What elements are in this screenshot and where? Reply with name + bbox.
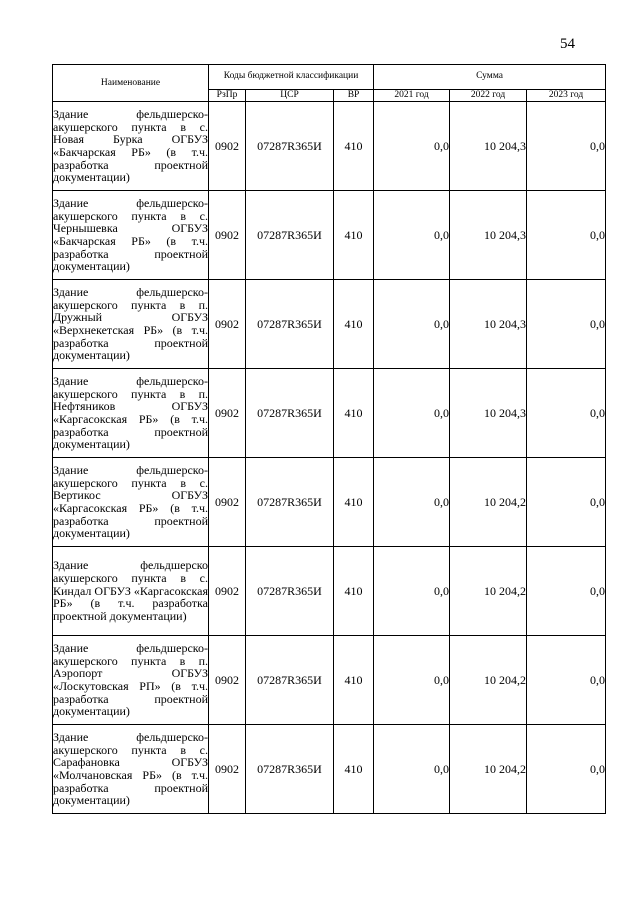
- table-row: [53, 191, 606, 280]
- row-vr: 410: [334, 280, 374, 369]
- header-rzpr: РзПр: [209, 89, 246, 101]
- row-csr: 07287R365И: [246, 280, 334, 369]
- row-2023: 0,0: [527, 636, 606, 725]
- row-vr: 410: [334, 636, 374, 725]
- row-csr: 07287R365И: [246, 191, 334, 280]
- row-2023: 0,0: [527, 369, 606, 458]
- row-vr: 410: [334, 547, 374, 636]
- row-2022: 10 204,3: [450, 102, 527, 191]
- row-2022: 10 204,2: [450, 458, 527, 547]
- row-2022: 10 204,3: [450, 191, 527, 280]
- row-2021: 0,0: [374, 280, 450, 369]
- budget-table: [52, 64, 606, 814]
- row-vr: 410: [334, 458, 374, 547]
- row-2023: 0,0: [527, 458, 606, 547]
- row-vr: 410: [334, 725, 374, 814]
- header-csr: ЦСР: [246, 89, 334, 101]
- row-rzpr: 0902: [209, 280, 246, 369]
- row-vr: 410: [334, 191, 374, 280]
- header-2022: 2022 год: [450, 89, 527, 101]
- row-csr: 07287R365И: [246, 547, 334, 636]
- row-csr: 07287R365И: [246, 458, 334, 547]
- table-row: [53, 636, 606, 725]
- row-name: Здание фельдшерско-акушерского пункта в с. Новая Бурка ОГБУЗ «Бакчарская РБ» (в т.ч. разработка проектной документации): [53, 102, 209, 191]
- table-row: [53, 725, 606, 814]
- header-sum-group: Сумма: [374, 65, 606, 90]
- header-name: Наименование: [53, 65, 209, 102]
- row-2022: 10 204,2: [450, 725, 527, 814]
- row-2023: 0,0: [527, 280, 606, 369]
- row-name: Здание фельдшерско-акушерского пункта в с. Чернышевка ОГБУЗ «Бакчарская РБ» (в т.ч. разработка проектной документации): [53, 191, 209, 280]
- table-row: [53, 369, 606, 458]
- row-2021: 0,0: [374, 369, 450, 458]
- row-csr: 07287R365И: [246, 725, 334, 814]
- row-rzpr: 0902: [209, 636, 246, 725]
- row-name: Здание фельдшерско-акушерского пункта в с. Вертикос ОГБУЗ «Каргасокская РБ» (в т.ч. разработка проектной документации): [53, 458, 209, 547]
- table-row: [53, 547, 606, 636]
- row-csr: 07287R365И: [246, 369, 334, 458]
- page-number: 54: [560, 36, 575, 52]
- row-rzpr: 0902: [209, 547, 246, 636]
- row-rzpr: 0902: [209, 102, 246, 191]
- row-2021: 0,0: [374, 102, 450, 191]
- row-rzpr: 0902: [209, 725, 246, 814]
- table-row: [53, 102, 606, 191]
- row-2022: 10 204,3: [450, 280, 527, 369]
- header-codes-group: Коды бюджетной классификации: [209, 65, 374, 90]
- row-vr: 410: [334, 102, 374, 191]
- row-rzpr: 0902: [209, 458, 246, 547]
- row-csr: 07287R365И: [246, 102, 334, 191]
- row-name: Здание фельдшерско-акушерского пункта в п. Нефтяников ОГБУЗ «Каргасокская РБ» (в т.ч. разработка проектной документации): [53, 369, 209, 458]
- row-name: Здание фельдшерско-акушерского пункта в п. Аэропорт ОГБУЗ «Лоскутовская РП» (в т.ч. разработка проектной документации): [53, 636, 209, 725]
- row-2021: 0,0: [374, 725, 450, 814]
- row-name: Здание фельдшерско акушерского пункта в с. Киндал ОГБУЗ «Каргасокская РБ» (в т.ч. разработка проектной документации): [53, 547, 209, 636]
- row-2021: 0,0: [374, 458, 450, 547]
- row-2021: 0,0: [374, 547, 450, 636]
- row-2023: 0,0: [527, 191, 606, 280]
- row-2022: 10 204,2: [450, 547, 527, 636]
- row-rzpr: 0902: [209, 369, 246, 458]
- table-row: [53, 458, 606, 547]
- header-vr: ВР: [334, 89, 374, 101]
- row-2021: 0,0: [374, 636, 450, 725]
- row-name: Здание фельдшерско-акушерского пункта в с. Сарафановка ОГБУЗ «Молчановская РБ» (в т.ч. разработка проектной документации): [53, 725, 209, 814]
- row-2022: 10 204,3: [450, 369, 527, 458]
- header-2021: 2021 год: [374, 89, 450, 101]
- row-2023: 0,0: [527, 102, 606, 191]
- row-vr: 410: [334, 369, 374, 458]
- row-2022: 10 204,2: [450, 636, 527, 725]
- row-2021: 0,0: [374, 191, 450, 280]
- header-2023: 2023 год: [527, 89, 606, 101]
- row-csr: 07287R365И: [246, 636, 334, 725]
- row-rzpr: 0902: [209, 191, 246, 280]
- row-2023: 0,0: [527, 725, 606, 814]
- table-row: [53, 280, 606, 369]
- row-2023: 0,0: [527, 547, 606, 636]
- row-name: Здание фельдшерско-акушерского пункта в п. Дружный ОГБУЗ «Верхнекетская РБ» (в т.ч. разработка проектной документации): [53, 280, 209, 369]
